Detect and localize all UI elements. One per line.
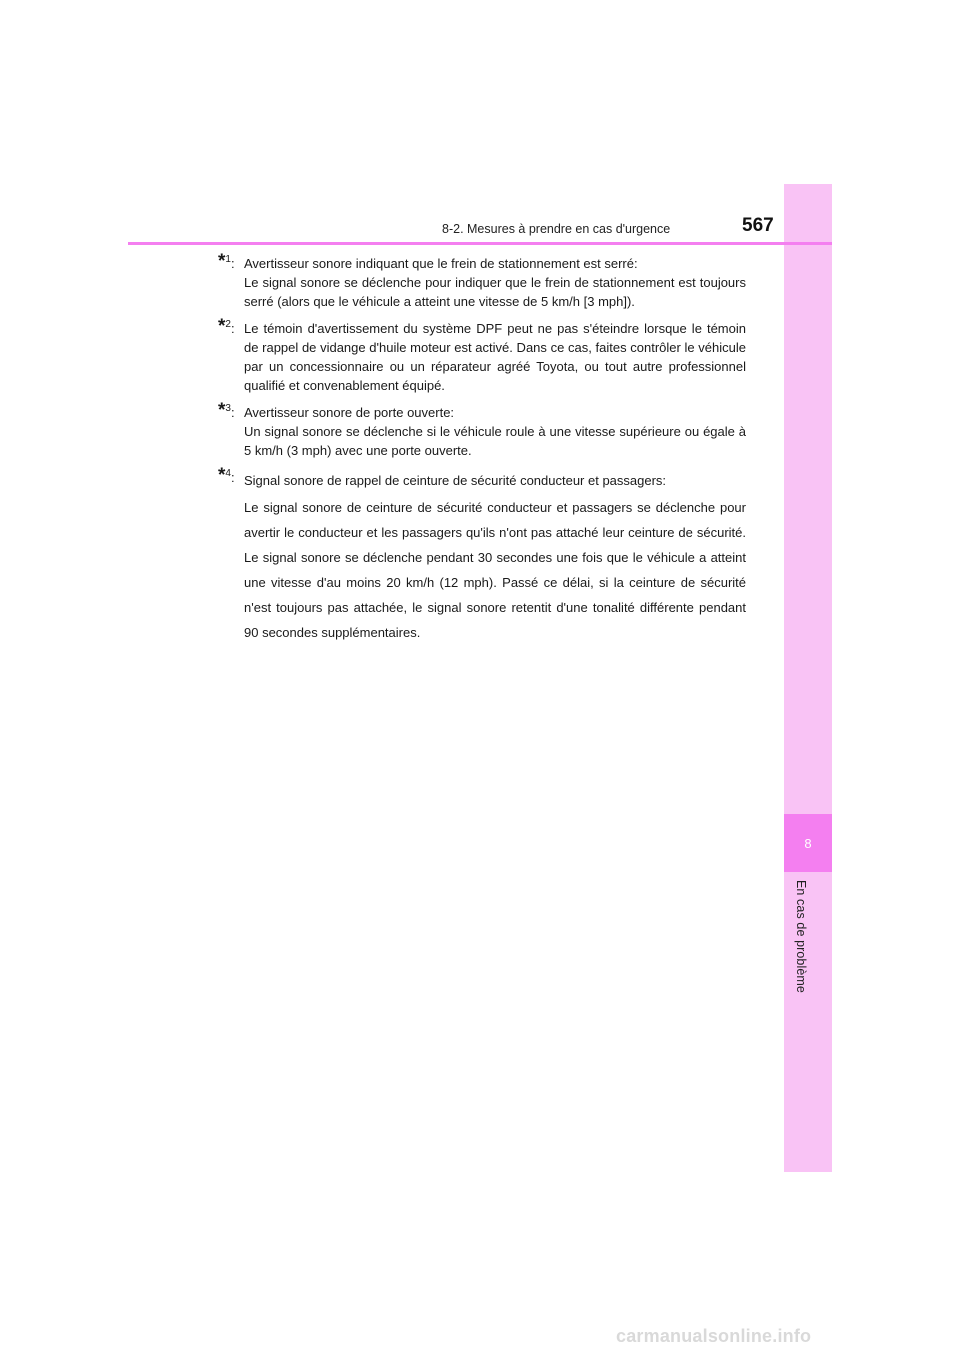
site-watermark: carmanualsonline.info [616,1326,812,1346]
footnote-marker: *$^2$: [218,316,235,337]
footnote-body: Le signal sonore de ceinture de sécurité conducteur et passagers se déclenche pour avertir le conducteur et les passagers qu'ils n'ont pas attaché leur ceinture de sécurité. Le signal sonore se déclenche pendant 30 secondes une fois que le véhicule a atteint une vitesse d'au moins 20 km/h (12 mph). Passé ce délai, si la ceinture de sécurité n'est toujours pas attachée, le signal sonore retentit d'une tonalité différente pendant 90 secondes supplémentaires. [244,500,746,640]
footnote-2 [218,316,746,395]
header-divider [128,242,832,245]
footnote-4 [218,465,746,645]
footnote-title: Signal sonore de rappel de ceinture de sécurité conducteur et passagers: [244,473,667,488]
footnote-marker: *$^3$: [218,400,235,421]
asterisk-icon: * [218,465,226,486]
chapter-tab-active[interactable] [784,814,832,872]
footnote-number: 4 [225,468,231,479]
footnote-marker: *$^1$: [218,251,235,272]
chapter-side-tab [784,184,832,1172]
page-number: 567 [742,215,774,236]
footnote-body: Le signal sonore se déclenche pour indiquer que le frein de stationnement est toujours serré (alors que le véhicule a atteint une vitesse de 5 km/h [3 mph]). [244,275,746,309]
chapter-number: 8 [804,835,812,851]
footnote-title: Avertisseur sonore de porte ouverte: [244,405,455,420]
footnote-title: Avertisseur sonore indiquant que le frein de stationnement est serré: [244,256,638,271]
footnote-3 [218,400,746,460]
footnote-number: 3 [225,403,231,414]
asterisk-icon: * [218,400,226,421]
asterisk-icon: * [218,251,226,272]
chapter-label: En cas de problème [794,880,808,993]
footnotes-list [218,251,746,653]
footnote-number: 2 [225,319,231,330]
footnote-marker: *$^4$: [218,465,235,486]
footnote-1 [218,251,746,311]
footnote-body: Un signal sonore se déclenche si le véhicule roule à une vitesse supérieure ou égale à 5 km/h (3 mph) avec une porte ouverte. [244,424,746,458]
section-title: 8-2. Mesures à prendre en cas d'urgence [442,222,671,236]
asterisk-icon: * [218,316,226,337]
footnote-body: Le témoin d'avertissement du système DPF peut ne pas s'éteindre lorsque le témoin de rappel de vidange d'huile moteur est activé. Dans ce cas, faites contrôler le véhicule par un concessionnaire ou un réparateur agréé Toyota, ou tout autre professionnel qualifié et convenablement équipé. [244,321,746,393]
footnote-number: 1 [225,254,231,265]
